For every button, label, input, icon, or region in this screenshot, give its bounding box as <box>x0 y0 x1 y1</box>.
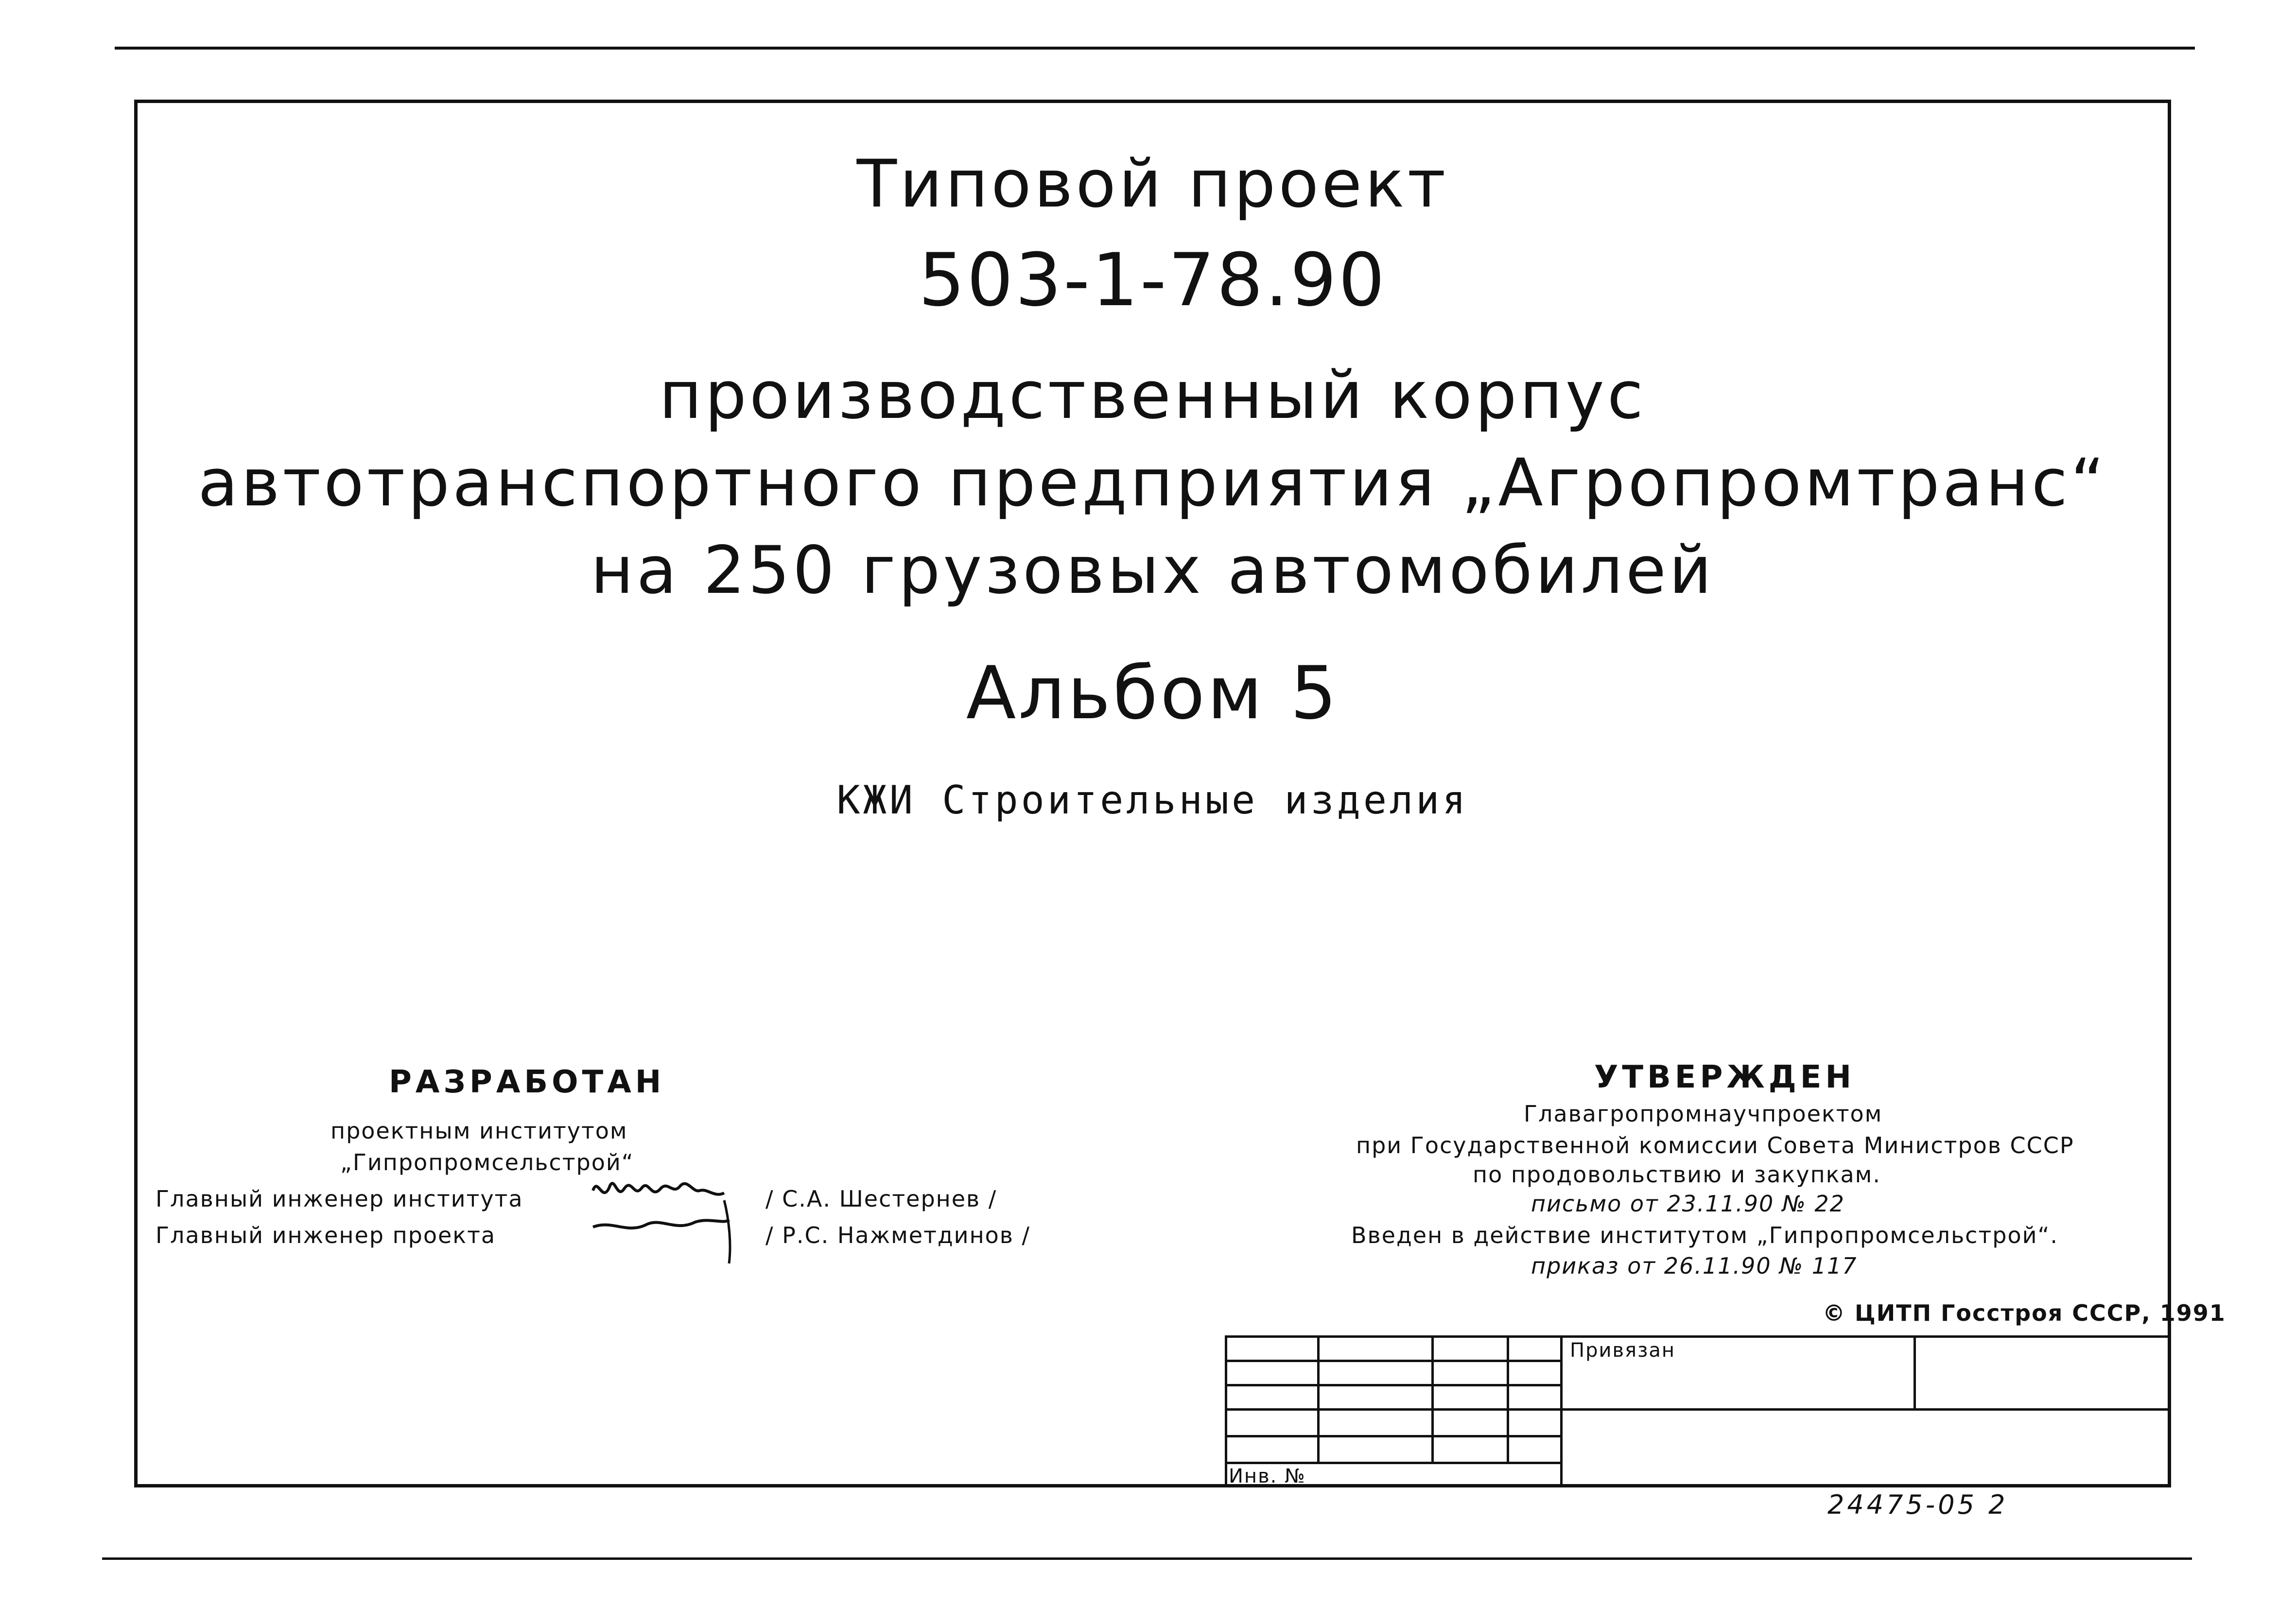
stamp-bound-label: Привязан <box>1570 1339 1676 1362</box>
approved-line-2: при Государственной комиссии Совета Министров СССР <box>1356 1132 2074 1158</box>
album-subtitle: КЖИ Строительные изделия <box>836 778 1469 823</box>
project-name-line-2: автотранспортного предприятия „Агропромтранс“ <box>198 445 2107 521</box>
project-name-line-1: производственный корпус <box>659 357 1647 433</box>
project-name-line-3: на 250 грузовых автомобилей <box>591 532 1715 608</box>
signature-1 <box>583 1171 778 1268</box>
developed-institute-name: „Гипропромсельстрой“ <box>340 1149 634 1175</box>
stamp-inventory-label: Инв. № <box>1229 1465 1306 1487</box>
copyright: © ЦИТП Госстроя СССР, 1991 <box>1823 1300 2226 1326</box>
approved-enacted: Введен в действие институтом „Гипропромсельстрой“. <box>1351 1222 2058 1248</box>
developed-heading: РАЗРАБОТАН <box>389 1064 665 1100</box>
approved-line-3: по продовольствию и закупкам. <box>1473 1161 1881 1188</box>
chief-engineer-institute-name: / С.А. Шестернев / <box>765 1186 997 1212</box>
chief-engineer-project-role: Главный инженер проекта <box>156 1222 496 1248</box>
approved-heading: УТВЕРЖДЕН <box>1594 1059 1856 1095</box>
approved-line-1: Главагропромнаучпроектом <box>1524 1101 1883 1127</box>
sheet-number: 24475-05 2 <box>1827 1489 2008 1520</box>
album-number: Альбом 5 <box>966 651 1339 736</box>
document-title: Типовой проект <box>856 146 1449 222</box>
bottom-rule <box>102 1557 2192 1560</box>
approved-letter: письмо от 23.11.90 № 22 <box>1531 1191 1845 1217</box>
chief-engineer-project-name: / Р.С. Нажметдинов / <box>765 1222 1031 1248</box>
chief-engineer-institute-role: Главный инженер института <box>156 1186 523 1212</box>
top-rule <box>115 47 2195 50</box>
approved-order: приказ от 26.11.90 № 117 <box>1531 1253 1858 1279</box>
project-code: 503-1-78.90 <box>918 238 1387 323</box>
stamp-table <box>1225 1335 2171 1487</box>
developed-institute-line: проектным институтом <box>330 1118 628 1144</box>
